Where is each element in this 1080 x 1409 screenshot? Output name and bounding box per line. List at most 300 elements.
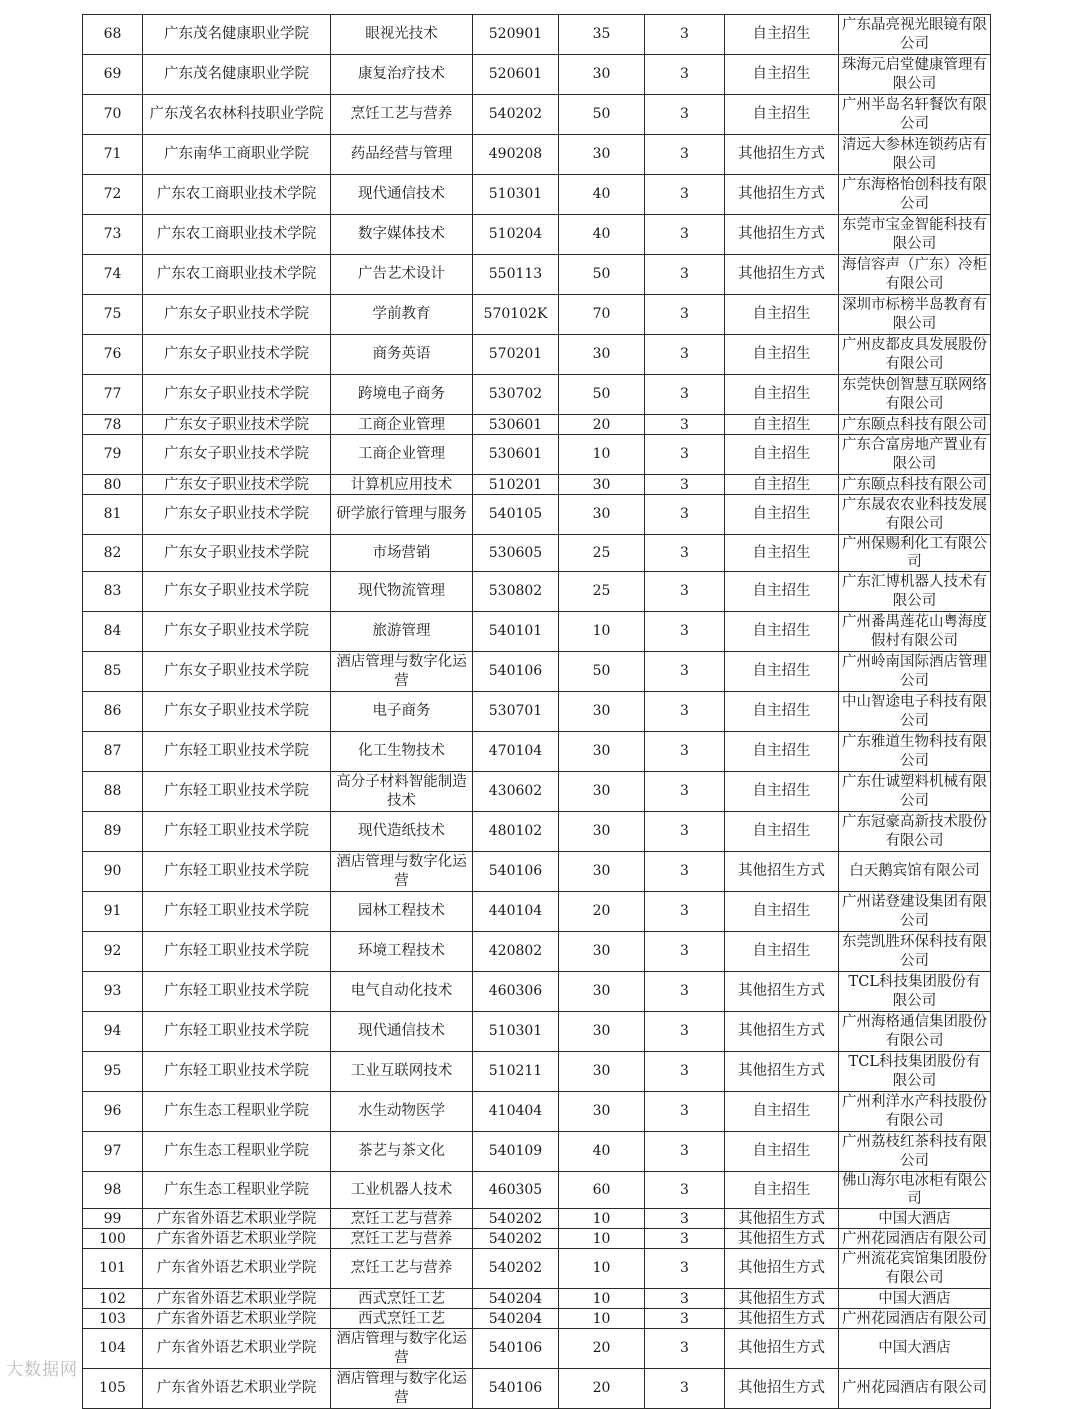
quota-cell: 20 xyxy=(559,892,645,932)
major-code-cell: 460306 xyxy=(473,972,559,1012)
duration-cell: 3 xyxy=(645,475,725,495)
row-number-cell: 75 xyxy=(83,295,143,335)
enrollment-method-cell: 其他招生方式 xyxy=(725,1249,839,1289)
enrollment-method-cell: 其他招生方式 xyxy=(725,1369,839,1409)
table-row xyxy=(83,95,991,135)
college-cell: 广东轻工职业技术学院 xyxy=(143,1012,331,1052)
college-cell: 广东省外语艺术职业学院 xyxy=(143,1249,331,1289)
major-cell: 园林工程技术 xyxy=(331,892,473,932)
enrollment-method-cell: 自主招生 xyxy=(725,55,839,95)
major-code-cell: 520601 xyxy=(473,55,559,95)
major-cell: 商务英语 xyxy=(331,335,473,375)
enrollment-method-cell: 自主招生 xyxy=(725,572,839,612)
partner-company-cell: 中国大酒店 xyxy=(839,1209,991,1229)
table-row xyxy=(83,1132,991,1172)
major-code-cell: 570102K xyxy=(473,295,559,335)
row-number-cell: 79 xyxy=(83,435,143,475)
table-row xyxy=(83,972,991,1012)
table-row xyxy=(83,772,991,812)
quota-cell: 10 xyxy=(559,435,645,475)
major-code-cell: 430602 xyxy=(473,772,559,812)
row-number-cell: 81 xyxy=(83,495,143,535)
quota-cell: 50 xyxy=(559,255,645,295)
table-row xyxy=(83,135,991,175)
major-cell: 广告艺术设计 xyxy=(331,255,473,295)
duration-cell: 3 xyxy=(645,55,725,95)
row-number-cell: 98 xyxy=(83,1172,143,1209)
table-body xyxy=(83,15,991,1409)
partner-company-cell: 广东晟农农业科技发展有限公司 xyxy=(839,495,991,535)
quota-cell: 40 xyxy=(559,1132,645,1172)
table-row xyxy=(83,1329,991,1369)
college-cell: 广东省外语艺术职业学院 xyxy=(143,1209,331,1229)
enrollment-table xyxy=(82,14,991,1409)
enrollment-method-cell: 其他招生方式 xyxy=(725,972,839,1012)
quota-cell: 30 xyxy=(559,972,645,1012)
duration-cell: 3 xyxy=(645,1209,725,1229)
table-row xyxy=(83,375,991,415)
major-code-cell: 460305 xyxy=(473,1172,559,1209)
table-row xyxy=(83,1309,991,1329)
major-cell: 烹饪工艺与营养 xyxy=(331,1229,473,1249)
partner-company-cell: 广东汇博机器人技术有限公司 xyxy=(839,572,991,612)
duration-cell: 3 xyxy=(645,335,725,375)
row-number-cell: 77 xyxy=(83,375,143,415)
college-cell: 广东省外语艺术职业学院 xyxy=(143,1369,331,1409)
enrollment-method-cell: 其他招生方式 xyxy=(725,1052,839,1092)
college-cell: 广东农工商职业技术学院 xyxy=(143,215,331,255)
major-cell: 烹饪工艺与营养 xyxy=(331,95,473,135)
enrollment-method-cell: 自主招生 xyxy=(725,495,839,535)
major-cell: 酒店管理与数字化运营 xyxy=(331,1369,473,1409)
quota-cell: 30 xyxy=(559,1012,645,1052)
college-cell: 广东茂名农林科技职业学院 xyxy=(143,95,331,135)
enrollment-method-cell: 自主招生 xyxy=(725,1092,839,1132)
college-cell: 广东轻工职业技术学院 xyxy=(143,732,331,772)
table-row xyxy=(83,1052,991,1092)
major-code-cell: 540105 xyxy=(473,495,559,535)
duration-cell: 3 xyxy=(645,135,725,175)
duration-cell: 3 xyxy=(645,175,725,215)
quota-cell: 10 xyxy=(559,1209,645,1229)
college-cell: 广东女子职业技术学院 xyxy=(143,572,331,612)
major-code-cell: 540204 xyxy=(473,1309,559,1329)
duration-cell: 3 xyxy=(645,812,725,852)
major-code-cell: 530605 xyxy=(473,535,559,572)
major-code-cell: 530601 xyxy=(473,435,559,475)
enrollment-method-cell: 其他招生方式 xyxy=(725,1289,839,1309)
college-cell: 广东南华工商职业学院 xyxy=(143,135,331,175)
enrollment-method-cell: 自主招生 xyxy=(725,1172,839,1209)
major-cell: 市场营销 xyxy=(331,535,473,572)
major-code-cell: 480102 xyxy=(473,812,559,852)
table-row xyxy=(83,852,991,892)
quota-cell: 40 xyxy=(559,175,645,215)
row-number-cell: 68 xyxy=(83,15,143,55)
major-code-cell: 520901 xyxy=(473,15,559,55)
major-code-cell: 510204 xyxy=(473,215,559,255)
partner-company-cell: 广州海格通信集团股份有限公司 xyxy=(839,1012,991,1052)
row-number-cell: 72 xyxy=(83,175,143,215)
college-cell: 广东女子职业技术学院 xyxy=(143,692,331,732)
row-number-cell: 93 xyxy=(83,972,143,1012)
table-row xyxy=(83,1092,991,1132)
major-cell: 学前教育 xyxy=(331,295,473,335)
duration-cell: 3 xyxy=(645,95,725,135)
college-cell: 广东生态工程职业学院 xyxy=(143,1092,331,1132)
partner-company-cell: 广州利洋水产科技股份有限公司 xyxy=(839,1092,991,1132)
quota-cell: 30 xyxy=(559,1092,645,1132)
major-code-cell: 540202 xyxy=(473,95,559,135)
duration-cell: 3 xyxy=(645,1092,725,1132)
major-cell: 西式烹饪工艺 xyxy=(331,1289,473,1309)
duration-cell: 3 xyxy=(645,495,725,535)
major-code-cell: 540101 xyxy=(473,612,559,652)
quota-cell: 70 xyxy=(559,295,645,335)
partner-company-cell: 广东仕诚塑料机械有限公司 xyxy=(839,772,991,812)
enrollment-method-cell: 自主招生 xyxy=(725,932,839,972)
row-number-cell: 83 xyxy=(83,572,143,612)
major-cell: 工业互联网技术 xyxy=(331,1052,473,1092)
quota-cell: 20 xyxy=(559,1329,645,1369)
major-cell: 电气自动化技术 xyxy=(331,972,473,1012)
duration-cell: 3 xyxy=(645,612,725,652)
enrollment-method-cell: 自主招生 xyxy=(725,475,839,495)
duration-cell: 3 xyxy=(645,1172,725,1209)
quota-cell: 50 xyxy=(559,652,645,692)
duration-cell: 3 xyxy=(645,732,725,772)
college-cell: 广东女子职业技术学院 xyxy=(143,335,331,375)
major-cell: 茶艺与茶文化 xyxy=(331,1132,473,1172)
college-cell: 广东省外语艺术职业学院 xyxy=(143,1229,331,1249)
row-number-cell: 96 xyxy=(83,1092,143,1132)
enrollment-method-cell: 自主招生 xyxy=(725,652,839,692)
row-number-cell: 71 xyxy=(83,135,143,175)
duration-cell: 3 xyxy=(645,1249,725,1289)
enrollment-method-cell: 自主招生 xyxy=(725,692,839,732)
partner-company-cell: 广州诺登建设集团有限公司 xyxy=(839,892,991,932)
major-code-cell: 440104 xyxy=(473,892,559,932)
row-number-cell: 92 xyxy=(83,932,143,972)
college-cell: 广东女子职业技术学院 xyxy=(143,415,331,435)
partner-company-cell: 广州花园酒店有限公司 xyxy=(839,1369,991,1409)
major-code-cell: 540202 xyxy=(473,1209,559,1229)
table-row xyxy=(83,435,991,475)
college-cell: 广东轻工职业技术学院 xyxy=(143,812,331,852)
table-row xyxy=(83,572,991,612)
quota-cell: 10 xyxy=(559,1289,645,1309)
major-cell: 旅游管理 xyxy=(331,612,473,652)
college-cell: 广东省外语艺术职业学院 xyxy=(143,1289,331,1309)
major-cell: 化工生物技术 xyxy=(331,732,473,772)
row-number-cell: 69 xyxy=(83,55,143,95)
table-row xyxy=(83,1249,991,1289)
quota-cell: 40 xyxy=(559,215,645,255)
table-row xyxy=(83,15,991,55)
major-cell: 酒店管理与数字化运营 xyxy=(331,652,473,692)
quota-cell: 30 xyxy=(559,335,645,375)
enrollment-method-cell: 自主招生 xyxy=(725,732,839,772)
major-cell: 电子商务 xyxy=(331,692,473,732)
college-cell: 广东轻工职业技术学院 xyxy=(143,772,331,812)
duration-cell: 3 xyxy=(645,1012,725,1052)
major-cell: 数字媒体技术 xyxy=(331,215,473,255)
partner-company-cell: 广东晶亮视光眼镜有限公司 xyxy=(839,15,991,55)
quota-cell: 60 xyxy=(559,1172,645,1209)
college-cell: 广东农工商职业技术学院 xyxy=(143,255,331,295)
partner-company-cell: 海信容声（广东）冷柜有限公司 xyxy=(839,255,991,295)
duration-cell: 3 xyxy=(645,892,725,932)
partner-company-cell: 广州皮都皮具发展股份有限公司 xyxy=(839,335,991,375)
enrollment-method-cell: 其他招生方式 xyxy=(725,255,839,295)
major-code-cell: 540202 xyxy=(473,1249,559,1289)
table-row xyxy=(83,55,991,95)
major-code-cell: 470104 xyxy=(473,732,559,772)
partner-company-cell: 中国大酒店 xyxy=(839,1329,991,1369)
duration-cell: 3 xyxy=(645,435,725,475)
major-cell: 工商企业管理 xyxy=(331,415,473,435)
partner-company-cell: 广州荔枝红茶科技有限公司 xyxy=(839,1132,991,1172)
partner-company-cell: 中国大酒店 xyxy=(839,1289,991,1309)
partner-company-cell: 清远大参林连锁药店有限公司 xyxy=(839,135,991,175)
college-cell: 广东省外语艺术职业学院 xyxy=(143,1329,331,1369)
college-cell: 广东女子职业技术学院 xyxy=(143,535,331,572)
quota-cell: 50 xyxy=(559,95,645,135)
major-code-cell: 530702 xyxy=(473,375,559,415)
watermark: 大数据网 xyxy=(6,1360,78,1380)
duration-cell: 3 xyxy=(645,852,725,892)
partner-company-cell: 广东合富房地产置业有限公司 xyxy=(839,435,991,475)
major-cell: 工商企业管理 xyxy=(331,435,473,475)
table-row xyxy=(83,1172,991,1209)
row-number-cell: 78 xyxy=(83,415,143,435)
enrollment-method-cell: 自主招生 xyxy=(725,335,839,375)
major-code-cell: 540106 xyxy=(473,652,559,692)
partner-company-cell: 广州花园酒店有限公司 xyxy=(839,1309,991,1329)
duration-cell: 3 xyxy=(645,772,725,812)
major-cell: 酒店管理与数字化运营 xyxy=(331,1329,473,1369)
table-row xyxy=(83,295,991,335)
enrollment-method-cell: 其他招生方式 xyxy=(725,1329,839,1369)
table-row xyxy=(83,892,991,932)
enrollment-method-cell: 其他招生方式 xyxy=(725,1012,839,1052)
major-code-cell: 550113 xyxy=(473,255,559,295)
major-code-cell: 510301 xyxy=(473,1012,559,1052)
partner-company-cell: 东莞快创智慧互联网络有限公司 xyxy=(839,375,991,415)
row-number-cell: 80 xyxy=(83,475,143,495)
partner-company-cell: 广州番禺莲花山粤海度假村有限公司 xyxy=(839,612,991,652)
partner-company-cell: 中山智途电子科技有限公司 xyxy=(839,692,991,732)
major-code-cell: 530601 xyxy=(473,415,559,435)
table-row xyxy=(83,1229,991,1249)
table-row xyxy=(83,415,991,435)
college-cell: 广东茂名健康职业学院 xyxy=(143,55,331,95)
duration-cell: 3 xyxy=(645,1309,725,1329)
partner-company-cell: 广州保赐利化工有限公司 xyxy=(839,535,991,572)
college-cell: 广东女子职业技术学院 xyxy=(143,375,331,415)
major-code-cell: 530802 xyxy=(473,572,559,612)
table-row xyxy=(83,692,991,732)
enrollment-method-cell: 其他招生方式 xyxy=(725,1209,839,1229)
college-cell: 广东女子职业技术学院 xyxy=(143,495,331,535)
quota-cell: 30 xyxy=(559,55,645,95)
partner-company-cell: 佛山海尔电冰柜有限公司 xyxy=(839,1172,991,1209)
major-code-cell: 540202 xyxy=(473,1229,559,1249)
major-code-cell: 530701 xyxy=(473,692,559,732)
row-number-cell: 91 xyxy=(83,892,143,932)
enrollment-method-cell: 自主招生 xyxy=(725,415,839,435)
table-row xyxy=(83,175,991,215)
row-number-cell: 105 xyxy=(83,1369,143,1409)
quota-cell: 50 xyxy=(559,375,645,415)
major-cell: 水生动物医学 xyxy=(331,1092,473,1132)
college-cell: 广东轻工职业技术学院 xyxy=(143,892,331,932)
table-row xyxy=(83,335,991,375)
enrollment-method-cell: 自主招生 xyxy=(725,535,839,572)
quota-cell: 10 xyxy=(559,1309,645,1329)
row-number-cell: 104 xyxy=(83,1329,143,1369)
partner-company-cell: 广州岭南国际酒店管理公司 xyxy=(839,652,991,692)
row-number-cell: 70 xyxy=(83,95,143,135)
table-row xyxy=(83,932,991,972)
enrollment-method-cell: 其他招生方式 xyxy=(725,1229,839,1249)
enrollment-method-cell: 自主招生 xyxy=(725,772,839,812)
enrollment-method-cell: 自主招生 xyxy=(725,95,839,135)
major-cell: 现代通信技术 xyxy=(331,1012,473,1052)
quota-cell: 20 xyxy=(559,1369,645,1409)
duration-cell: 3 xyxy=(645,1132,725,1172)
major-cell: 眼视光技术 xyxy=(331,15,473,55)
partner-company-cell: 东莞凯胜环保科技有限公司 xyxy=(839,932,991,972)
major-code-cell: 510201 xyxy=(473,475,559,495)
major-cell: 跨境电子商务 xyxy=(331,375,473,415)
partner-company-cell: 广州半岛名轩餐饮有限公司 xyxy=(839,95,991,135)
major-code-cell: 540106 xyxy=(473,1329,559,1369)
row-number-cell: 94 xyxy=(83,1012,143,1052)
enrollment-method-cell: 自主招生 xyxy=(725,375,839,415)
duration-cell: 3 xyxy=(645,415,725,435)
row-number-cell: 100 xyxy=(83,1229,143,1249)
college-cell: 广东茂名健康职业学院 xyxy=(143,15,331,55)
table-row xyxy=(83,255,991,295)
enrollment-method-cell: 自主招生 xyxy=(725,15,839,55)
quota-cell: 30 xyxy=(559,852,645,892)
major-code-cell: 570201 xyxy=(473,335,559,375)
enrollment-method-cell: 自主招生 xyxy=(725,1132,839,1172)
duration-cell: 3 xyxy=(645,1289,725,1309)
enrollment-method-cell: 其他招生方式 xyxy=(725,135,839,175)
quota-cell: 30 xyxy=(559,772,645,812)
quota-cell: 35 xyxy=(559,15,645,55)
major-cell: 现代物流管理 xyxy=(331,572,473,612)
college-cell: 广东轻工职业技术学院 xyxy=(143,852,331,892)
table-row xyxy=(83,475,991,495)
college-cell: 广东女子职业技术学院 xyxy=(143,612,331,652)
major-code-cell: 490208 xyxy=(473,135,559,175)
quota-cell: 10 xyxy=(559,1249,645,1289)
major-cell: 高分子材料智能制造技术 xyxy=(331,772,473,812)
duration-cell: 3 xyxy=(645,652,725,692)
partner-company-cell: 珠海元启堂健康管理有限公司 xyxy=(839,55,991,95)
duration-cell: 3 xyxy=(645,1369,725,1409)
major-cell: 西式烹饪工艺 xyxy=(331,1309,473,1329)
quota-cell: 30 xyxy=(559,732,645,772)
row-number-cell: 102 xyxy=(83,1289,143,1309)
enrollment-method-cell: 其他招生方式 xyxy=(725,175,839,215)
document-page xyxy=(82,14,990,1409)
major-cell: 研学旅行管理与服务 xyxy=(331,495,473,535)
row-number-cell: 99 xyxy=(83,1209,143,1229)
major-code-cell: 420802 xyxy=(473,932,559,972)
row-number-cell: 84 xyxy=(83,612,143,652)
college-cell: 广东农工商职业技术学院 xyxy=(143,175,331,215)
major-code-cell: 540204 xyxy=(473,1289,559,1309)
row-number-cell: 73 xyxy=(83,215,143,255)
quota-cell: 30 xyxy=(559,495,645,535)
row-number-cell: 86 xyxy=(83,692,143,732)
partner-company-cell: 广东冠豪高新技术股份有限公司 xyxy=(839,812,991,852)
major-cell: 康复治疗技术 xyxy=(331,55,473,95)
partner-company-cell: TCL科技集团股份有限公司 xyxy=(839,972,991,1012)
quota-cell: 30 xyxy=(559,135,645,175)
major-code-cell: 510211 xyxy=(473,1052,559,1092)
row-number-cell: 90 xyxy=(83,852,143,892)
duration-cell: 3 xyxy=(645,255,725,295)
quota-cell: 10 xyxy=(559,612,645,652)
enrollment-method-cell: 自主招生 xyxy=(725,892,839,932)
table-row xyxy=(83,732,991,772)
duration-cell: 3 xyxy=(645,215,725,255)
major-cell: 现代造纸技术 xyxy=(331,812,473,852)
quota-cell: 30 xyxy=(559,475,645,495)
row-number-cell: 97 xyxy=(83,1132,143,1172)
major-cell: 工业机器人技术 xyxy=(331,1172,473,1209)
enrollment-method-cell: 自主招生 xyxy=(725,812,839,852)
row-number-cell: 89 xyxy=(83,812,143,852)
partner-company-cell: TCL科技集团股份有限公司 xyxy=(839,1052,991,1092)
quota-cell: 10 xyxy=(559,1229,645,1249)
college-cell: 广东生态工程职业学院 xyxy=(143,1172,331,1209)
enrollment-method-cell: 其他招生方式 xyxy=(725,852,839,892)
partner-company-cell: 广东雅道生物科技有限公司 xyxy=(839,732,991,772)
major-cell: 现代通信技术 xyxy=(331,175,473,215)
partner-company-cell: 广州花园酒店有限公司 xyxy=(839,1229,991,1249)
college-cell: 广东女子职业技术学院 xyxy=(143,295,331,335)
table-row xyxy=(83,1012,991,1052)
partner-company-cell: 广东颐点科技有限公司 xyxy=(839,475,991,495)
partner-company-cell: 深圳市标榜半岛教育有限公司 xyxy=(839,295,991,335)
college-cell: 广东轻工职业技术学院 xyxy=(143,1052,331,1092)
row-number-cell: 76 xyxy=(83,335,143,375)
table-row xyxy=(83,652,991,692)
enrollment-method-cell: 其他招生方式 xyxy=(725,215,839,255)
partner-company-cell: 白天鹅宾馆有限公司 xyxy=(839,852,991,892)
row-number-cell: 103 xyxy=(83,1309,143,1329)
table-row xyxy=(83,215,991,255)
college-cell: 广东省外语艺术职业学院 xyxy=(143,1309,331,1329)
major-code-cell: 540106 xyxy=(473,1369,559,1409)
quota-cell: 30 xyxy=(559,1052,645,1092)
major-cell: 酒店管理与数字化运营 xyxy=(331,852,473,892)
major-cell: 烹饪工艺与营养 xyxy=(331,1249,473,1289)
college-cell: 广东生态工程职业学院 xyxy=(143,1132,331,1172)
major-cell: 环境工程技术 xyxy=(331,932,473,972)
table-row xyxy=(83,1289,991,1309)
partner-company-cell: 广州流花宾馆集团股份有限公司 xyxy=(839,1249,991,1289)
duration-cell: 3 xyxy=(645,1052,725,1092)
college-cell: 广东女子职业技术学院 xyxy=(143,652,331,692)
row-number-cell: 87 xyxy=(83,732,143,772)
